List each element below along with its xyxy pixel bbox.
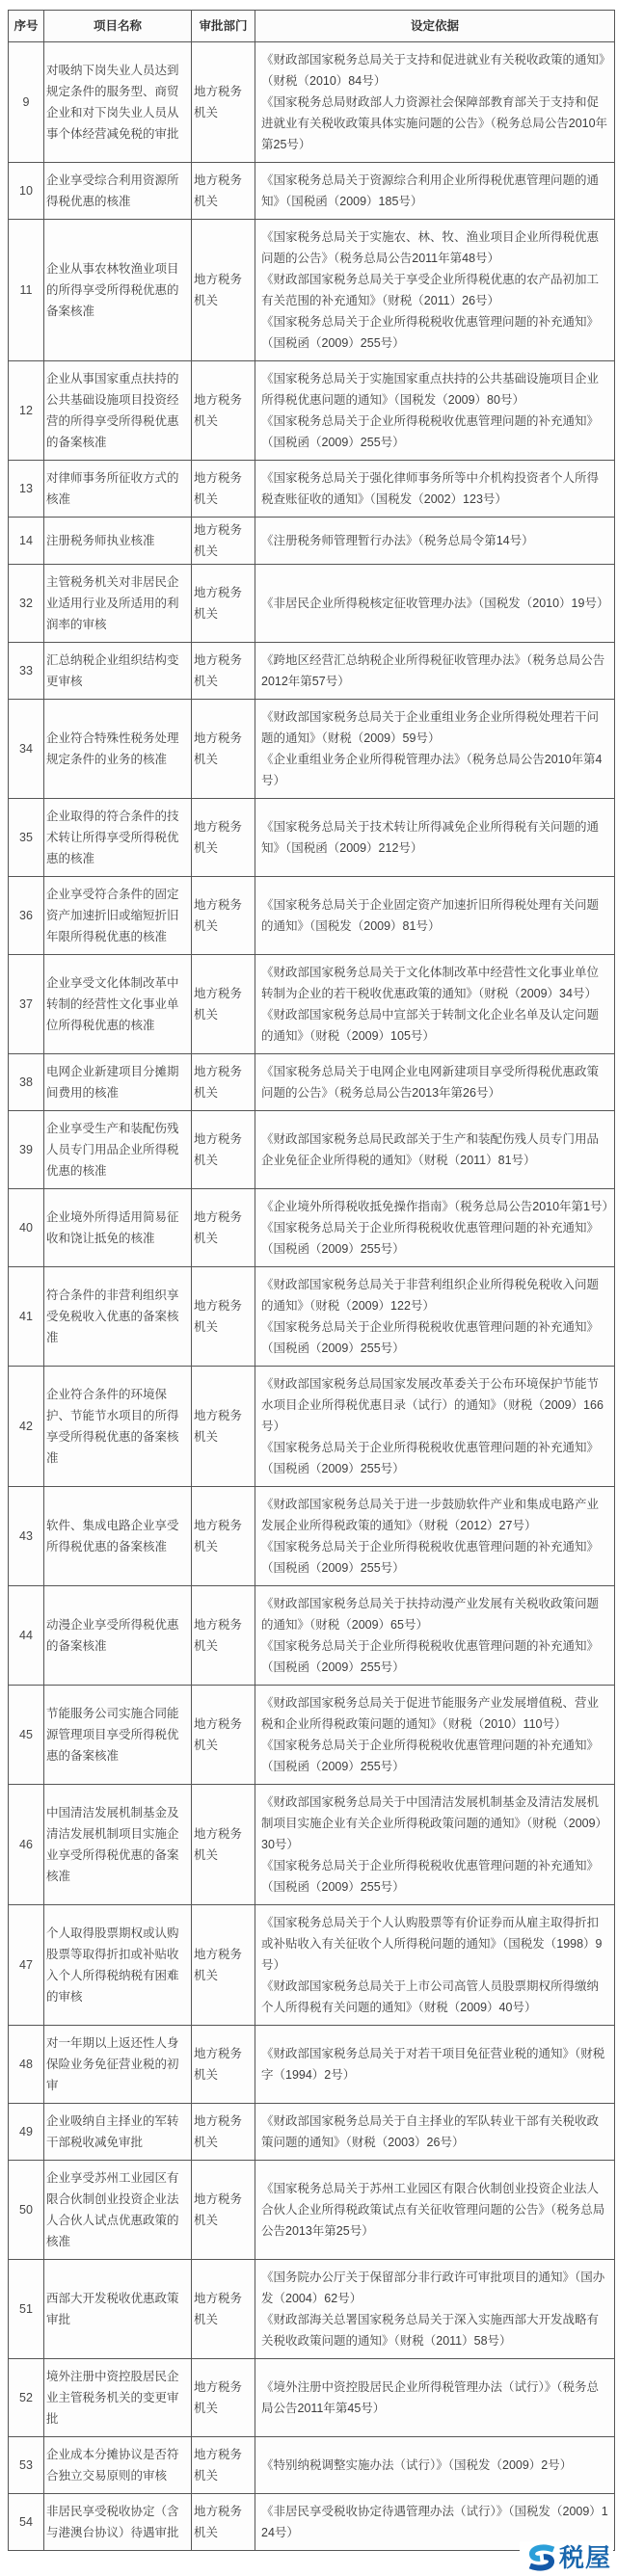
legal-basis-cell <box>255 2026 615 2104</box>
basis-paragraph: 《财政部国家税务总局国家发展改革委关于公布环境保护节能节水项目企业所得税优惠目录（试行）的通知》（财税（2009）166号） <box>261 1377 604 1433</box>
project-name-cell: 主管税务机关对非居民企业适用行业及所适用的利润率的审核 <box>44 565 192 643</box>
header-row <box>9 11 615 42</box>
serial-number-cell: 33 <box>9 643 44 700</box>
serial-number-cell: 39 <box>9 1111 44 1189</box>
approval-department-cell: 地方税务机关 <box>192 1586 255 1686</box>
project-name-cell: 中国清洁发展机制基金及清洁发展机制项目实施企业享受所得税优惠的备案核准 <box>44 1785 192 1905</box>
serial-number-cell: 46 <box>9 1785 44 1905</box>
project-name-cell: 企业享受苏州工业园区有限合伙制创业投资企业法人合伙人试点优惠政策的核准 <box>44 2161 192 2260</box>
table-row <box>9 1111 615 1189</box>
table-row <box>9 1586 615 1686</box>
approval-department-cell: 地方税务机关 <box>192 700 255 799</box>
table-row <box>9 955 615 1054</box>
header-approval-department: 审批部门 <box>192 11 255 42</box>
legal-basis-cell <box>255 1054 615 1111</box>
basis-paragraph: 《财政部国家税务总局关于享受企业所得税优惠的农产品初加工有关范围的补充通知》（财税（2011）26号） <box>261 273 600 307</box>
table-row <box>9 461 615 518</box>
site-logo-text: 税屋 <box>558 2543 611 2572</box>
approval-table-body <box>9 42 615 2551</box>
table-row <box>9 2104 615 2161</box>
approval-department-cell: 地方税务机关 <box>192 643 255 700</box>
project-name-cell: 企业享受综合利用资源所得税优惠的核准 <box>44 163 192 220</box>
approval-department-cell: 地方税务机关 <box>192 1189 255 1267</box>
table-row <box>9 1686 615 1785</box>
basis-paragraph: 《国家税务总局关于苏州工业园区有限合伙制创业投资企业法人合伙人企业所得税政策试点有关征收管理问题的公告》（税务总局公告2013年第25号） <box>261 2182 605 2238</box>
serial-number-cell: 54 <box>9 2494 44 2551</box>
legal-basis-cell <box>255 1686 615 1785</box>
header-serial-number: 序号 <box>9 11 44 42</box>
approval-department-cell: 地方税务机关 <box>192 361 255 461</box>
project-name-cell: 企业享受符合条件的固定资产加速折旧或缩短折旧年限所得税优惠的核准 <box>44 877 192 955</box>
project-name-cell: 对律师事务所征收方式的核准 <box>44 461 192 518</box>
table-row <box>9 565 615 643</box>
legal-basis-cell <box>255 2260 615 2359</box>
basis-paragraph: 《财政部国家税务总局关于扶持动漫产业发展有关税收政策问题的通知》（财税（2009）65号） <box>261 1597 600 1632</box>
basis-paragraph: 《国家税务总局关于企业所得税税收优惠管理问题的补充通知》（国税函（2009）255号） <box>261 1320 600 1355</box>
project-name-cell: 企业吸纳自主择业的军转干部税收减免审批 <box>44 2104 192 2161</box>
table-row <box>9 361 615 461</box>
basis-paragraph: 《特别纳税调整实施办法（试行）》（国税发（2009）2号） <box>261 2458 573 2472</box>
approval-department-cell: 地方税务机关 <box>192 461 255 518</box>
basis-paragraph: 《非居民享受税收协定待遇管理办法（试行）》（国税发（2009）124号） <box>261 2505 608 2539</box>
legal-basis-cell <box>255 1111 615 1189</box>
basis-paragraph: 《注册税务师管理暂行办法》（税务总局令第14号） <box>261 534 534 547</box>
basis-paragraph: 《国家税务总局关于强化律师事务所等中介机构投资者个人所得税查账征收的通知》（国税发（2002）123号） <box>261 471 600 506</box>
project-name-cell: 企业符合条件的环境保护、节能节水项目的所得享受所得税优惠的备案核准 <box>44 1367 192 1487</box>
project-name-cell: 企业成本分摊协议是否符合独立交易原则的审核 <box>44 2437 192 2494</box>
table-row <box>9 700 615 799</box>
legal-basis-cell <box>255 163 615 220</box>
serial-number-cell: 32 <box>9 565 44 643</box>
basis-paragraph: 《财政部国家税务总局关于促进节能服务产业发展增值税、营业税和企业所得税政策问题的通知》（财税（2010）110号） <box>261 1696 600 1731</box>
project-name-cell: 对一年期以上返还性人身保险业务免征营业税的初审 <box>44 2026 192 2104</box>
approval-department-cell: 地方税务机关 <box>192 2437 255 2494</box>
project-name-cell: 非居民享受税收协定（含与港澳台协议）待遇审批 <box>44 2494 192 2551</box>
legal-basis-cell <box>255 2104 615 2161</box>
serial-number-cell: 38 <box>9 1054 44 1111</box>
table-header <box>9 11 615 42</box>
table-row <box>9 1267 615 1367</box>
approval-department-cell: 地方税务机关 <box>192 877 255 955</box>
basis-paragraph: 《财政部国家税务总局关于文化体制改革中经营性文化事业单位转制为企业的若干税收优惠政策的通知》（财税（2009）34号） <box>261 966 600 1000</box>
basis-paragraph: 《财政部国家税务总局关于非营利组织企业所得税免税收入问题的通知》（财税（2009）122号） <box>261 1278 600 1313</box>
serial-number-cell: 13 <box>9 461 44 518</box>
basis-paragraph: 《国家税务总局关于企业所得税税收优惠管理问题的补充通知》（国税函（2009）255号） <box>261 414 600 449</box>
site-watermark <box>520 2541 613 2574</box>
basis-paragraph: 《财政部国家税务总局关于对若干项目免征营业税的通知》（财税字（1994）2号） <box>261 2047 605 2082</box>
header-project-name: 项目名称 <box>44 11 192 42</box>
taxhouse-s-icon <box>527 2543 556 2572</box>
serial-number-cell: 50 <box>9 2161 44 2260</box>
serial-number-cell: 9 <box>9 42 44 163</box>
approval-department-cell: 地方税务机关 <box>192 2494 255 2551</box>
basis-paragraph: 《国家税务总局关于技术转让所得减免企业所得税有关问题的通知》（国税函（2009）212号） <box>261 820 600 855</box>
basis-paragraph: 《企业重组业务企业所得税管理办法》（税务总局公告2010年第4号） <box>261 753 603 787</box>
table-row <box>9 2161 615 2260</box>
basis-paragraph: 《国家税务总局关于企业所得税税收优惠管理问题的补充通知》（国税函（2009）255号） <box>261 1540 600 1575</box>
approval-department-cell: 地方税务机关 <box>192 1905 255 2026</box>
basis-paragraph: 《财政部国家税务总局关于上市公司高管人员股票期权所得缴纳个人所得税有关问题的通知》（财税（2009）40号） <box>261 1979 600 2014</box>
legal-basis-cell <box>255 461 615 518</box>
approval-department-cell: 地方税务机关 <box>192 220 255 361</box>
project-name-cell: 境外注册中资控股居民企业主管税务机关的变更审批 <box>44 2359 192 2437</box>
serial-number-cell: 51 <box>9 2260 44 2359</box>
approval-department-cell: 地方税务机关 <box>192 2104 255 2161</box>
basis-paragraph: 《财政部国家税务总局中宣部关于转制文化企业名单及认定问题的通知》（财税（2009）105号） <box>261 1008 600 1043</box>
project-name-cell: 西部大开发税收优惠政策审批 <box>44 2260 192 2359</box>
serial-number-cell: 48 <box>9 2026 44 2104</box>
serial-number-cell: 11 <box>9 220 44 361</box>
approval-department-cell: 地方税务机关 <box>192 565 255 643</box>
legal-basis-cell <box>255 1189 615 1267</box>
legal-basis-cell <box>255 361 615 461</box>
legal-basis-cell <box>255 2161 615 2260</box>
header-legal-basis: 设定依据 <box>255 11 615 42</box>
approval-department-cell: 地方税务机关 <box>192 1487 255 1586</box>
approval-department-cell: 地方税务机关 <box>192 2260 255 2359</box>
project-name-cell: 企业享受文化体制改革中转制的经营性文化事业单位所得税优惠的核准 <box>44 955 192 1054</box>
table-row <box>9 1487 615 1586</box>
basis-paragraph: 《国家税务总局关于企业所得税税收优惠管理问题的补充通知》（国税函（2009）255号） <box>261 1221 600 1256</box>
legal-basis-cell <box>255 42 615 163</box>
table-row <box>9 2437 615 2494</box>
serial-number-cell: 35 <box>9 799 44 877</box>
project-name-cell: 对吸纳下岗失业人员达到规定条件的服务型、商贸企业和对下岗失业人员从事个体经营减免税的审批 <box>44 42 192 163</box>
basis-paragraph: 《国家税务总局关于企业所得税税收优惠管理问题的补充通知》（国税函（2009）255号） <box>261 1859 600 1894</box>
project-name-cell: 个人取得股票期权或认购股票等取得折扣或补贴收入个人所得税纳税有困难的审核 <box>44 1905 192 2026</box>
legal-basis-cell <box>255 1905 615 2026</box>
approval-department-cell: 地方税务机关 <box>192 1367 255 1487</box>
serial-number-cell: 43 <box>9 1487 44 1586</box>
basis-paragraph: 《境外注册中资控股居民企业所得税管理办法（试行）》（税务总局公告2011年第45号） <box>261 2380 600 2415</box>
table-row <box>9 1785 615 1905</box>
legal-basis-cell <box>255 1487 615 1586</box>
legal-basis-cell <box>255 700 615 799</box>
project-name-cell: 企业享受生产和装配伤残人员专门用品企业所得税优惠的核准 <box>44 1111 192 1189</box>
approval-department-cell: 地方税务机关 <box>192 163 255 220</box>
basis-paragraph: 《财政部国家税务总局关于中国清洁发展机制基金及清洁发展机制项目实施企业有关企业所得税政策问题的通知》（财税（2009）30号） <box>261 1795 608 1851</box>
basis-paragraph: 《非居民企业所得税核定征收管理办法》（国税发（2010）19号） <box>261 597 609 610</box>
project-name-cell: 企业从事农林牧渔业项目的所得享受所得税优惠的备案核准 <box>44 220 192 361</box>
table-row <box>9 1905 615 2026</box>
table-row <box>9 220 615 361</box>
serial-number-cell: 41 <box>9 1267 44 1367</box>
approval-department-cell: 地方税务机关 <box>192 1686 255 1785</box>
legal-basis-cell <box>255 799 615 877</box>
serial-number-cell: 52 <box>9 2359 44 2437</box>
basis-paragraph: 《财政部国家税务总局关于进一步鼓励软件产业和集成电路产业发展企业所得税政策的通知》（财税（2012）27号） <box>261 1498 600 1532</box>
approval-department-cell: 地方税务机关 <box>192 799 255 877</box>
approval-department-cell: 地方税务机关 <box>192 2026 255 2104</box>
approval-department-cell: 地方税务机关 <box>192 1054 255 1111</box>
legal-basis-cell <box>255 1586 615 1686</box>
serial-number-cell: 12 <box>9 361 44 461</box>
legal-basis-cell <box>255 1367 615 1487</box>
table-row <box>9 1367 615 1487</box>
table-row <box>9 2260 615 2359</box>
legal-basis-cell <box>255 565 615 643</box>
approval-department-cell: 地方税务机关 <box>192 1785 255 1905</box>
serial-number-cell: 37 <box>9 955 44 1054</box>
basis-paragraph: 《企业境外所得税收抵免操作指南》（税务总局公告2010年第1号） <box>261 1200 615 1213</box>
legal-basis-cell <box>255 643 615 700</box>
project-name-cell: 节能服务公司实施合同能源管理项目享受所得税优惠的备案核准 <box>44 1686 192 1785</box>
project-name-cell: 企业从事国家重点扶持的公共基础设施项目投资经营的所得享受所得税优惠的备案核准 <box>44 361 192 461</box>
serial-number-cell: 42 <box>9 1367 44 1487</box>
legal-basis-cell <box>255 220 615 361</box>
basis-paragraph: 《国家税务总局关于企业所得税税收优惠管理问题的补充通知》（国税函（2009）255号） <box>261 1639 600 1674</box>
approval-department-cell: 地方税务机关 <box>192 1267 255 1367</box>
basis-paragraph: 《国家税务总局关于个人认购股票等有价证券而从雇主取得折扣或补贴收入有关征收个人所得税问题的通知》（国税发（1998）9号） <box>261 1916 603 1972</box>
project-name-cell: 企业境外所得适用简易征收和饶让抵免的核准 <box>44 1189 192 1267</box>
table-row <box>9 518 615 565</box>
project-name-cell: 企业取得的符合条件的技术转让所得享受所得税优惠的核准 <box>44 799 192 877</box>
legal-basis-cell <box>255 2437 615 2494</box>
project-name-cell: 企业符合特殊性税务处理规定条件的业务的核准 <box>44 700 192 799</box>
table-row <box>9 2359 615 2437</box>
serial-number-cell: 45 <box>9 1686 44 1785</box>
legal-basis-cell <box>255 518 615 565</box>
project-name-cell: 注册税务师执业核准 <box>44 518 192 565</box>
serial-number-cell: 53 <box>9 2437 44 2494</box>
table-row <box>9 163 615 220</box>
table-row <box>9 42 615 163</box>
table-row <box>9 2026 615 2104</box>
serial-number-cell: 14 <box>9 518 44 565</box>
basis-paragraph: 《财政部国家税务总局民政部关于生产和装配伤残人员专门用品企业免征企业所得税的通知》（财税（2011）81号） <box>261 1132 600 1167</box>
table-row <box>9 1054 615 1111</box>
serial-number-cell: 47 <box>9 1905 44 2026</box>
approval-department-cell: 地方税务机关 <box>192 955 255 1054</box>
project-name-cell: 汇总纳税企业组织结构变更审核 <box>44 643 192 700</box>
basis-paragraph: 《国务院办公厅关于保留部分非行政许可审批项目的通知》（国办发（2004）62号） <box>261 2271 605 2305</box>
serial-number-cell: 36 <box>9 877 44 955</box>
basis-paragraph: 《财政部海关总署国家税务总局关于深入实施西部大开发战略有关税收政策问题的通知》（财税（2011）58号） <box>261 2313 600 2348</box>
table-row <box>9 643 615 700</box>
serial-number-cell: 40 <box>9 1189 44 1267</box>
basis-paragraph: 《国家税务总局关于实施国家重点扶持的公共基础设施项目企业所得税优惠问题的通知》（国税发（2009）80号） <box>261 372 600 407</box>
project-name-cell: 电网企业新建项目分摊期间费用的核准 <box>44 1054 192 1111</box>
basis-paragraph: 《财政部国家税务总局关于自主择业的军队转业干部有关税收政策问题的通知》（财税（2003）26号） <box>261 2114 600 2149</box>
serial-number-cell: 10 <box>9 163 44 220</box>
basis-paragraph: 《国家税务总局关于企业所得税税收优惠管理问题的补充通知》（国税函（2009）255号） <box>261 1739 600 1773</box>
table-row <box>9 799 615 877</box>
approval-department-cell: 地方税务机关 <box>192 518 255 565</box>
basis-paragraph: 《财政部国家税务总局关于支持和促进就业有关税收政策的通知》（财税（2010）84号） <box>261 53 605 88</box>
basis-paragraph: 《跨地区经营汇总纳税企业所得税征收管理办法》（税务总局公告2012年第57号） <box>261 653 605 688</box>
serial-number-cell: 44 <box>9 1586 44 1686</box>
table-row <box>9 877 615 955</box>
approval-department-cell: 地方税务机关 <box>192 2161 255 2260</box>
approval-department-cell: 地方税务机关 <box>192 2359 255 2437</box>
basis-paragraph: 《国家税务总局关于企业固定资产加速折旧所得税处理有关问题的通知》（国税发（2009）81号） <box>261 898 600 933</box>
project-name-cell: 动漫企业享受所得税优惠的备案核准 <box>44 1586 192 1686</box>
legal-basis-cell <box>255 955 615 1054</box>
basis-paragraph: 《财政部国家税务总局关于企业重组业务企业所得税处理若干问题的通知》（财税（2009）59号） <box>261 710 600 745</box>
basis-paragraph: 《国家税务总局财政部人力资源社会保障部教育部关于支持和促进就业有关税收政策具体实施问题的公告》（税务总局公告2010年第25号） <box>261 95 608 151</box>
basis-paragraph: 《国家税务总局关于电网企业电网新建项目享受所得税优惠政策问题的公告》（税务总局公告2013年第26号） <box>261 1065 600 1100</box>
basis-paragraph: 《国家税务总局关于资源综合利用企业所得税优惠管理问题的通知》（国税函（2009）185号） <box>261 173 600 208</box>
basis-paragraph: 《国家税务总局关于企业所得税税收优惠管理问题的补充通知》（国税函（2009）255号） <box>261 315 600 350</box>
approval-department-cell: 地方税务机关 <box>192 42 255 163</box>
legal-basis-cell <box>255 877 615 955</box>
project-name-cell: 软件、集成电路企业享受所得税优惠的备案核准 <box>44 1487 192 1586</box>
legal-basis-cell <box>255 1267 615 1367</box>
tax-approval-items-table <box>8 10 615 2551</box>
legal-basis-cell <box>255 2359 615 2437</box>
serial-number-cell: 34 <box>9 700 44 799</box>
approval-department-cell: 地方税务机关 <box>192 1111 255 1189</box>
table-row <box>9 1189 615 1267</box>
serial-number-cell: 49 <box>9 2104 44 2161</box>
project-name-cell: 符合条件的非营利组织享受免税收入优惠的备案核准 <box>44 1267 192 1367</box>
basis-paragraph: 《国家税务总局关于企业所得税税收优惠管理问题的补充通知》（国税函（2009）255号） <box>261 1441 600 1475</box>
basis-paragraph: 《国家税务总局关于实施农、林、牧、渔业项目企业所得税优惠问题的公告》（税务总局公告2011年第48号） <box>261 230 600 265</box>
legal-basis-cell <box>255 1785 615 1905</box>
